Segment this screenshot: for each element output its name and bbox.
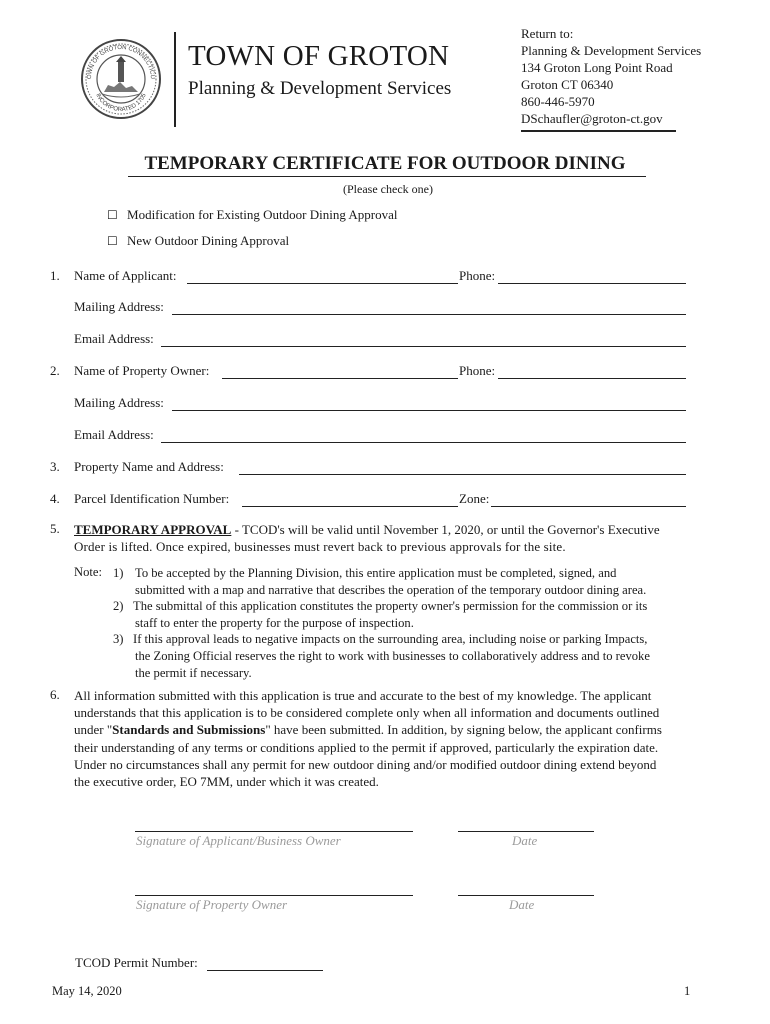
approval-text: - TCOD's will be valid until November 1, 2020, or until the Governor's Executive — [231, 522, 660, 537]
note-text: submitted with a map and narrative that describes the operation of the temporary outdoor dining area. — [135, 582, 647, 597]
approval-text: Order is lifted. Once expired, businesses must revert back to previous approvals for the site. — [74, 539, 566, 555]
note-text: To be accepted by the Planning Division, this entire application must be completed, signed, and — [135, 566, 617, 580]
option-label: New Outdoor Dining Approval — [127, 233, 290, 248]
note-text: staff to enter the property for the purpose of inspection. — [135, 615, 414, 630]
cert-line: under "Standards and Submissions" have been submitted. In addition, by signing below, the applicant confirms — [74, 722, 662, 738]
standards-link: Standards and Submissions — [112, 722, 266, 738]
cert-line: their understanding of any terms or conditions applied to the permit if approved, particularly the expiration date. — [74, 739, 659, 755]
applicant-signature-caption: Signature of Applicant/Business Owner — [136, 833, 341, 848]
owner-date-caption: Date — [509, 897, 535, 912]
cert-line: All information submitted with this application is true and accurate to the best of my knowledge. The applicant — [74, 688, 652, 703]
permit-number-field[interactable] — [207, 970, 323, 971]
applicant-date-field[interactable] — [458, 831, 594, 832]
owner-signature-field[interactable] — [135, 895, 413, 896]
owner-name-label: Name of Property Owner: — [74, 363, 210, 378]
note-text: the Zoning Official reserves the right to work with businesses to collaboratively address and to revoke — [135, 649, 650, 663]
certification-text — [74, 687, 734, 790]
note-text: the permit if necessary. — [135, 665, 252, 680]
applicant-mail-field[interactable] — [172, 314, 686, 315]
section-number: 5. — [50, 521, 60, 536]
return-line: Return to: — [521, 26, 574, 41]
owner-date-field[interactable] — [458, 895, 594, 896]
cert-line: Under no circumstances shall any permit for new outdoor dining and/or modified outdoor dining extend beyond — [74, 756, 657, 772]
page-number: 1 — [684, 984, 691, 998]
owner-email-label: Email Address: — [74, 427, 154, 442]
footer-date: May 14, 2020 — [52, 984, 122, 998]
applicant-name-label: Name of Applicant: — [74, 268, 177, 283]
note-label: Note: — [74, 565, 102, 579]
applicant-phone-field[interactable] — [498, 283, 686, 284]
parcel-label: Parcel Identification Number: — [74, 491, 230, 506]
permit-number-label: TCOD Permit Number: — [75, 955, 198, 970]
owner-signature-caption: Signature of Property Owner — [136, 897, 288, 912]
owner-email-field[interactable] — [161, 442, 686, 443]
form-title: TEMPORARY CERTIFICATE FOR OUTDOOR DINING — [144, 153, 626, 174]
return-email: DSchaufler@groton-ct.gov — [521, 111, 663, 127]
check-instruction: (Please check one) — [343, 182, 433, 196]
section-number: 1. — [50, 268, 60, 283]
seal-bottom-text: INCORPORATED 1705 — [94, 92, 148, 114]
department-name: Planning & Development Services — [188, 78, 452, 99]
owner-name-field[interactable] — [222, 378, 458, 379]
applicant-date-caption: Date — [512, 833, 538, 848]
owner-mail-label: Mailing Address: — [74, 395, 164, 410]
owner-phone-label: Phone: — [459, 363, 496, 378]
applicant-email-field[interactable] — [161, 346, 686, 347]
applicant-mail-label: Mailing Address: — [74, 299, 164, 314]
checkbox-new[interactable]: ☐ — [107, 234, 118, 248]
header-divider — [174, 32, 176, 127]
note-text: The submittal of this application constitutes the property owner's permission for the commission or its — [133, 599, 648, 614]
temporary-approval-text — [74, 521, 724, 555]
applicant-signature-field[interactable] — [135, 831, 413, 832]
section-number: 3. — [50, 459, 60, 474]
note-number: 3) — [113, 632, 124, 647]
option-label: Modification for Existing Outdoor Dining Approval — [127, 207, 398, 222]
title-underline — [128, 176, 646, 177]
note-number: 1) — [113, 566, 124, 580]
applicant-phone-label: Phone: — [459, 268, 496, 283]
town-name: TOWN OF GROTON — [188, 40, 450, 72]
checkbox-modification[interactable]: ☐ — [107, 208, 118, 222]
parcel-field[interactable] — [242, 506, 458, 507]
cert-line: the executive order, EO 7MM, under which it was created. — [74, 774, 379, 790]
zone-label: Zone: — [459, 491, 490, 506]
applicant-name-field[interactable] — [187, 283, 458, 284]
note-number: 2) — [113, 599, 124, 614]
applicant-email-label: Email Address: — [74, 331, 154, 346]
option-new[interactable] — [107, 233, 289, 249]
return-underline — [521, 130, 676, 132]
cert-line: understands that this application is to be considered complete only when all information and documents outlined — [74, 705, 660, 721]
zone-field[interactable] — [491, 506, 686, 507]
note-text: If this approval leads to negative impacts on the surrounding area, including noise or parking Impacts, — [133, 632, 648, 647]
temporary-approval-heading: TEMPORARY APPROVAL — [74, 522, 232, 537]
town-seal — [80, 38, 162, 120]
return-address — [521, 25, 701, 128]
return-line: 134 Groton Long Point Road — [521, 60, 673, 76]
option-modification[interactable] — [107, 207, 397, 223]
property-label: Property Name and Address: — [74, 459, 224, 474]
owner-phone-field[interactable] — [498, 378, 686, 379]
property-field[interactable] — [239, 474, 686, 475]
section-number: 6. — [50, 687, 60, 702]
seal-top-text: OWN OF GROTON CONNECTICU — [86, 44, 156, 80]
owner-mail-field[interactable] — [172, 410, 686, 411]
return-line: Groton CT 06340 — [521, 77, 614, 93]
section-number: 4. — [50, 491, 60, 506]
section-number: 2. — [50, 363, 60, 378]
return-line: 860-446-5970 — [521, 94, 595, 110]
return-line: Planning & Development Services — [521, 43, 702, 59]
